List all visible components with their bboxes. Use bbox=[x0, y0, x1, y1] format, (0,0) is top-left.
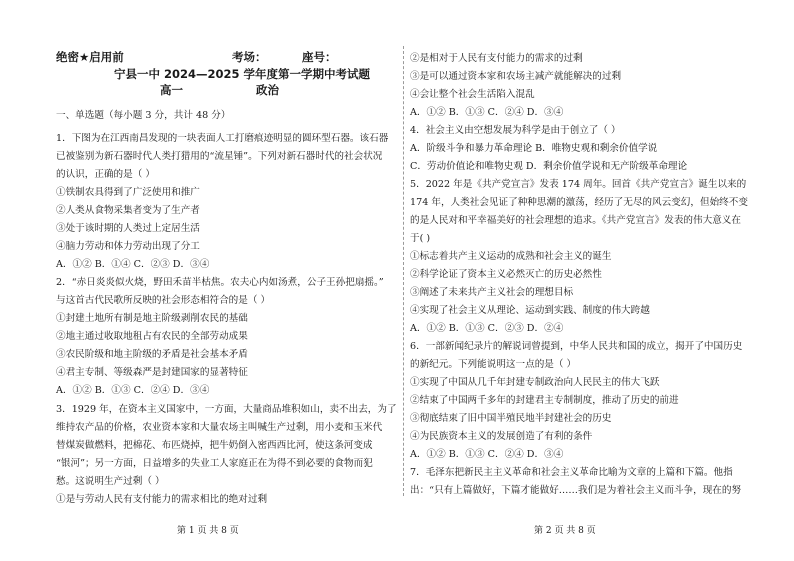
option-item: ①铁制农具得到了广泛使用和推广 bbox=[56, 187, 200, 198]
answer-choices: A．①② B．①③ C．②③ D．②④ bbox=[410, 323, 564, 334]
question-text: 的新纪元。下列能说明这一点的是（ ） bbox=[410, 359, 577, 370]
option-item: ②是相对于人民有支付能力的需求的过剩 bbox=[410, 53, 583, 64]
answer-choices: A．①② B．①④ C．②③ D．③④ bbox=[56, 259, 210, 270]
answer-choices: C．劳动价值论和唯物史观 D．剩余价值学说和无产阶级革命理论 bbox=[410, 161, 688, 172]
question-text: 6．一部新闻纪录片的解说词曾提到，中华人民共和国的成立，揭开了中国历史 bbox=[410, 341, 743, 352]
question-text: 1．下图为在江西南昌发现的一块表面人工打磨痕迹明显的圆环型石器。该石器 bbox=[56, 133, 389, 144]
option-item: ④君主专制、等级森严是封建国家的显著特征 bbox=[56, 367, 248, 378]
question-text: 替煤炭做燃料，把棉花、布匹烧掉，把牛奶倒入密西西比河，使这条河变成 bbox=[56, 440, 373, 451]
answer-choices: A．阶级斗争和暴力革命理论 B．唯物史观和剩余价值学说 bbox=[410, 143, 658, 154]
option-item: ④脑力劳动和体力劳动出现了分工 bbox=[56, 241, 200, 252]
question-text: 的认识，正确的是（ ） bbox=[56, 169, 155, 180]
option-item: ①实现了中国从几千年封建专制政治向人民民主的伟大飞跃 bbox=[410, 377, 660, 388]
confidential-label: 绝密★启用前 bbox=[56, 50, 124, 64]
answer-choices: A．①② B．①③ C．②④ D．③④ bbox=[410, 449, 564, 460]
question-text: 的是人民对和平幸福美好的社会理想的追求。《共产党宣言》发表的伟大意义在 bbox=[410, 215, 741, 226]
option-item: ①标志着共产主义运动的成熟和社会主义的诞生 bbox=[410, 251, 612, 262]
option-item: ①封建土地所有制是地主阶级剥削农民的基础 bbox=[56, 313, 248, 324]
option-item: ②科学论证了资本主义必然灭亡的历史必然性 bbox=[410, 269, 602, 280]
page-divider bbox=[403, 46, 404, 496]
section-heading: 一、单选题（每小题 3 分，共计 48 分） bbox=[56, 110, 231, 121]
question-text: 于( ) bbox=[410, 233, 431, 244]
question-text: 与这首古代民歌所反映的社会形态相符合的是（ ） bbox=[56, 295, 271, 306]
option-item: ③农民阶级和地主阶级的矛盾是社会基本矛盾 bbox=[56, 349, 248, 360]
exam-room-label: 考场： bbox=[232, 50, 267, 64]
option-item: ①是与劳动人民有支付能力的需求相比的绝对过剩 bbox=[56, 494, 268, 505]
question-text: 7．毛泽东把新民主主义革命和社会主义革命比喻为文章的上篇和下篇。他指 bbox=[410, 467, 733, 478]
question-text: 愁。这说明生产过剩（ ） bbox=[56, 476, 165, 487]
question-text: 2．“赤日炎炎似火烧，野田禾苗半枯焦。农夫心内如汤煮，公子王孙把扇摇。” bbox=[56, 277, 384, 288]
option-item: ②结束了中国两千多年的封建君主专制制度，推动了历史的前进 bbox=[410, 395, 679, 406]
answer-choices: A．①② B．①③ C．②④ D．③④ bbox=[410, 107, 564, 118]
question-text: 3．1929 年，在资本主义国家中，一方面，大量商品堆积如山，卖不出去，为了 bbox=[56, 404, 397, 415]
question-text: 维持农产品的价格，农业资本家和大量农场主叫喊生产过剩，用小麦和玉米代 bbox=[56, 422, 383, 433]
exam-title: 宁县一中 2024—2025 学年度第一学期中考试题 bbox=[114, 67, 371, 81]
option-item: ②地主通过收取地租占有农民的全部劳动成果 bbox=[56, 331, 248, 342]
subject-label: 政治 bbox=[256, 83, 279, 97]
option-item: ④实现了社会主义从理论、运动到实践、制度的伟大跨越 bbox=[410, 305, 650, 316]
option-item: ③处于该时期的人类过上定居生活 bbox=[56, 223, 200, 234]
question-text: 5．2022 年是《共产党宣言》发表 174 周年。回首《共产党宣言》诞生以来的 bbox=[410, 179, 747, 190]
option-item: ④会让整个社会生活陷入混乱 bbox=[410, 89, 535, 100]
question-text: “银河”；另一方面，日益增多的失业工人家庭正在为得不到必要的食物而犯 bbox=[56, 458, 373, 469]
question-text: 已被鉴别为新石器时代人类打猎用的“流星锤”。下列对新石器时代的社会状况 bbox=[56, 151, 383, 162]
question-text: 出：“只有上篇做好，下篇才能做好……我们是为着社会主义而斗争，现在的努 bbox=[410, 485, 742, 496]
option-item: ②人类从食物采集者变为了生产者 bbox=[56, 205, 200, 216]
option-item: ③是可以通过资本家和农场主减产就能解决的过剩 bbox=[410, 71, 622, 82]
answer-choices: A．①② B．①③ C．②④ D．③④ bbox=[56, 385, 210, 396]
page-1-footer: 第 1 页 共 8 页 bbox=[177, 526, 239, 536]
option-item: ④为民族资本主义的发展创造了有利的条件 bbox=[410, 431, 593, 442]
page-2-footer: 第 2 页 共 8 页 bbox=[534, 526, 596, 536]
question-text: 174 年，人类社会见证了种种思潮的激荡，经历了无尽的风云变幻，但始终不变 bbox=[410, 197, 748, 208]
question-text: 4．社会主义由空想发展为科学是由于创立了（ ） bbox=[410, 125, 621, 136]
option-item: ③彻底结束了旧中国半殖民地半封建社会的历史 bbox=[410, 413, 612, 424]
seat-number-label: 座号： bbox=[302, 50, 337, 64]
grade-label: 高一 bbox=[160, 83, 183, 97]
option-item: ③阐述了未来共产主义社会的理想目标 bbox=[410, 287, 574, 298]
